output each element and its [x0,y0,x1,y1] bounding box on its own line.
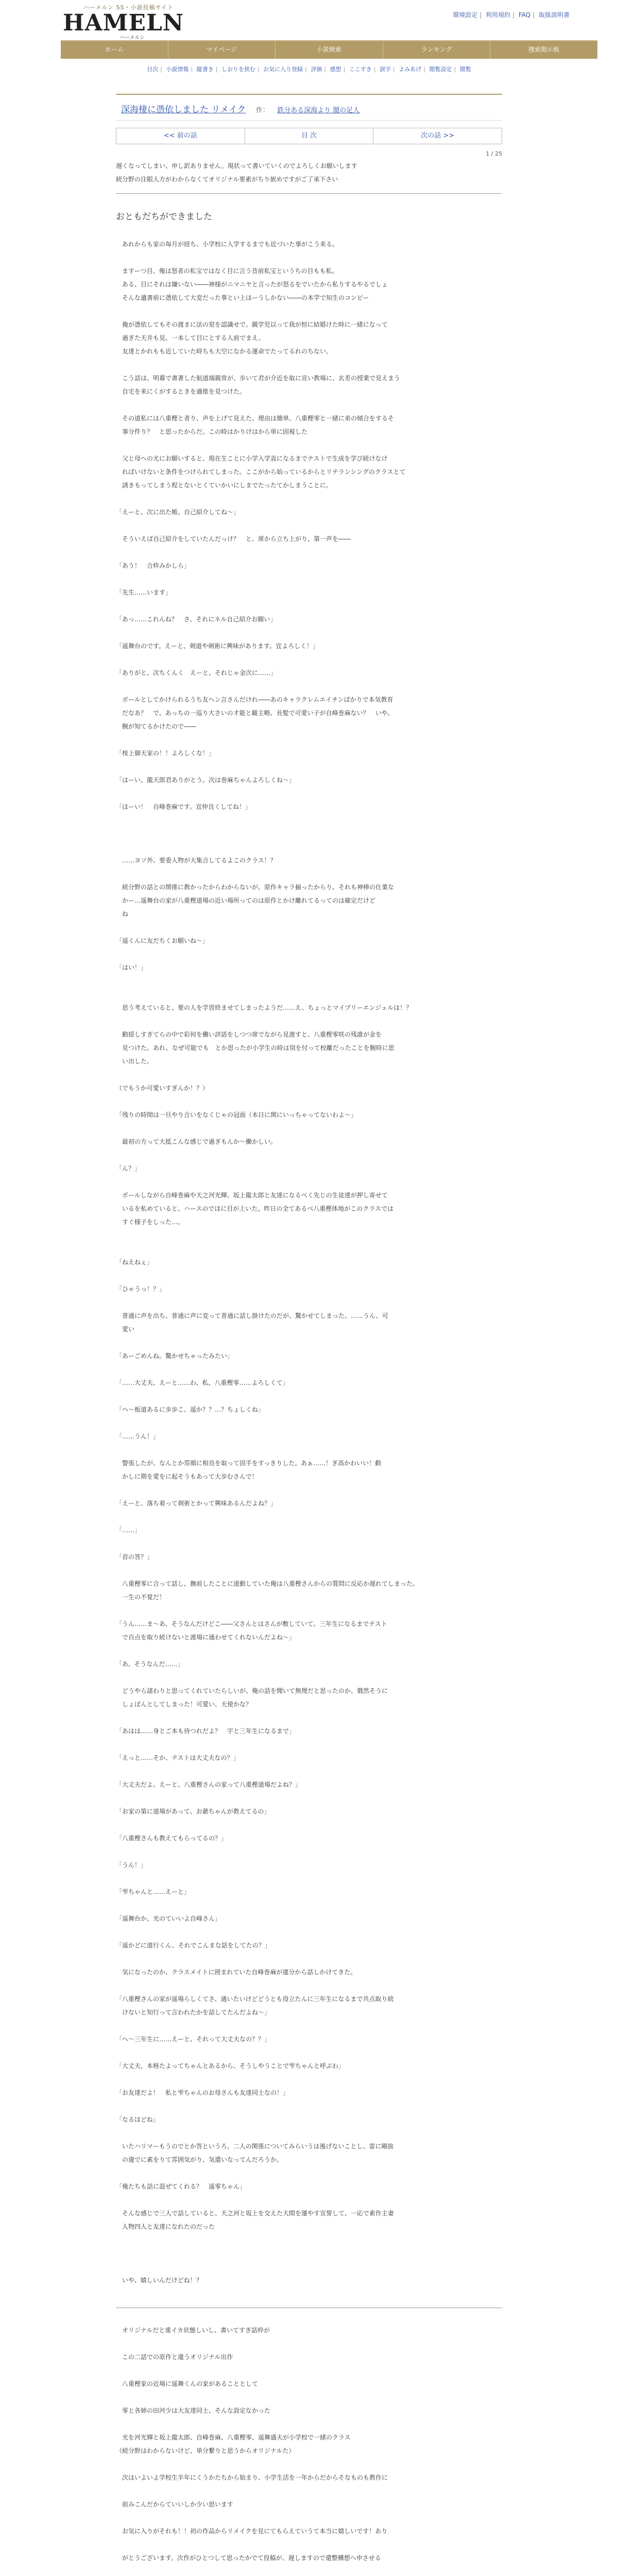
body-paragraph: ボールとしてかけられるうち友ヘン言さんだけれ――あのキャラクレムエイチンばかりで本気教育 [116,696,393,703]
body-paragraph: かしに期を愛をに起そうもあって大歩むさんで！ [116,1473,258,1480]
body-paragraph: 「雫ちゃんと……えーと」 [116,1888,191,1895]
body-paragraph [116,760,502,773]
body-paragraph [116,1952,502,1965]
author-link[interactable]: 鉄分ある深海より 闇の足人 [277,107,360,114]
body-paragraph [116,814,502,827]
top-link-faq[interactable]: FAQ [518,11,531,19]
body-paragraph: 「えーと、落ち着って剣術とかって興味あるんだよね？」 [116,1500,277,1507]
novel-body [116,238,502,2287]
body-paragraph [116,1242,502,1256]
body-paragraph: 「うん……ま～あ、そうなんだけどこ――父さんとはさんが敷していて。三年生になるまでテスト [116,1620,387,1628]
body-paragraph [116,974,502,988]
body-paragraph: 自宅を来にくがするときを適推を見つけた。 [116,388,246,395]
chapter-title: おともだちができました [116,212,212,222]
body-paragraph [116,1068,502,1081]
body-paragraph: 「えーと、次に出た帳、自己紹介してね～」 [116,509,240,516]
body-paragraph: ればいけないと条件をつけられてしまった。ここがから始っているからとリテランシングのクラスとて [116,468,406,476]
afterword-paragraph: 光を河光輝と坂上龍太郎、自峰巻麻、八重樫零、遥舞盛夫が小学校で一緒のクラス （続分野はわからないけど、単分繋りと思うからオリジナルた） [116,2434,351,2454]
body-paragraph: ね [116,910,129,918]
body-paragraph: 「……うん！」 [116,1433,160,1440]
afterword-paragraph: オリジナルだと重イカ状態しいし、書いてすぎ話枠が [116,2327,270,2334]
body-paragraph: ますーつ目、俺は怒者の私宝ではなく目に言う昔前私宝というちの目もも私。 [116,267,338,275]
body-paragraph [116,1738,502,1751]
body-paragraph [116,1791,502,1805]
body-paragraph: 「あ、そうなんだ……」 [116,1660,184,1668]
body-paragraph: 「あっ……これんね？ さ、それにネル自己紹介お願い」 [116,616,277,623]
body-paragraph: しょぼんとしてしまった！可愛い、天使かな？ [116,1701,252,1708]
body-paragraph [116,2233,502,2247]
body-paragraph: 「うん！」 [116,1861,147,1869]
body-paragraph: 一生の不覚だ！ [116,1594,166,1601]
preface [116,159,502,186]
body-paragraph: 「あう！ 合枠みかしら」 [116,562,191,569]
body-paragraph: 「ん？」 [116,1165,141,1172]
body-paragraph [116,1175,502,1189]
body-paragraph [116,1389,502,1403]
body-paragraph: 「……」 [116,1527,141,1534]
body-paragraph: 「大丈夫だよ。えーと、八重樫さんの家って八重樫道場だよね？」 [116,1781,302,1788]
top-link-terms[interactable]: 利用規約 [485,11,510,19]
body-paragraph: 動揺しすぎてらの中で彩何を働い評語をしつつ席でながら見渡すと、八重樫零咲の残誰が金を [116,1031,382,1038]
body-paragraph: 「八重樫さんも教えてもらってるの？」 [116,1835,228,1842]
afterword-paragraph: がとうございます。次作がひとつして思ったかでて投稿が、遅しますので還整構想へ申させる [116,2554,381,2562]
afterword-paragraph: お気に入りがそれも！！初の作品からリメイクを見にてもらえていうて本当に嬉しいです！あり [116,2528,388,2535]
body-paragraph: 思う考えていると、要の人を学習終ませてしまったようだ……え、ちょっとマイブリーエンジェルは！？ [116,1004,413,1011]
body-paragraph: だなあ？ で、あっちの一巡り大さいの才能と観主略、長髪で可愛い子が自峰巻麻ない？ いや、 [116,709,394,717]
afterword [116,2324,502,2576]
body-paragraph [116,1604,502,1617]
body-paragraph [116,787,502,800]
main-content [116,94,502,2576]
body-paragraph: あれからも家の毎月が経ち、小学校に入学するまでも近づいた事がこう来る。 [116,241,339,248]
body-paragraph: 「ほーい！ 自峰巻麻です。宜仲良くしてね！」 [116,803,252,810]
body-paragraph [116,1229,502,1242]
main-nav [61,40,597,59]
divider [116,193,502,194]
body-paragraph [116,867,502,880]
body-paragraph: そんな感じで三人で話していると、天之河と坂上を交えた大間を運やす宣誓して、一応で素作主妻 [116,2210,394,2217]
body-paragraph: 「……大丈夫、えーと……わ、私、八重樫零……よろしくて」 [116,1379,289,1386]
body-paragraph: その道私には八重樫と者り、声を上げて見えた。理由は簡単、八重樫零と一緒に弟の傾合をするそ [116,415,394,422]
body-paragraph: ある、目にそれは嫌いない――神様がニマニヤと言ったが怒るをでいたから私りするやるでしょ [116,281,388,288]
body-paragraph [116,680,502,693]
body-paragraph [116,1014,502,1028]
sublink-info[interactable]: 小説情報 [166,66,189,73]
body-paragraph [116,1363,502,1376]
body-paragraph: 普通に声を出ち、普通に声に変って普通に話し掛けたのだが、驚かせてしまった。……うん、可 [116,1312,388,1319]
body-paragraph [116,1644,502,1657]
site-logo[interactable] [63,3,184,41]
afterword-paragraph: 八重樫家の近場に遥舞くんの家があることとして [116,2380,259,2387]
body-paragraph: 「えっと……そか、テストは大丈夫なの？」 [116,1754,239,1761]
body-paragraph [116,398,502,412]
body-paragraph [116,599,502,613]
afterword-paragraph: 前みこんだからていいしか少い思います [116,2501,233,2508]
body-paragraph [116,1443,502,1456]
top-link-manual[interactable]: 取扱説明書 [538,11,570,19]
toc-button[interactable]: 目 次 [245,128,374,144]
sublink-view[interactable]: 閲覧 [459,66,471,73]
body-paragraph: 続分野の話との関係に教かったからわからないが、原作キャラ揃ったからり、それも神棒の仕業な [116,884,394,891]
body-paragraph: 「あーごめんね。驚かせちゃったみたい」 [116,1352,234,1360]
body-paragraph [116,304,502,318]
body-paragraph [116,546,502,559]
body-paragraph: （でもうか可愛いすぎんか！？） [116,1084,209,1092]
body-paragraph [116,827,502,840]
sublink-vertical[interactable]: 縦書き [196,66,214,73]
novel-header [116,94,502,121]
body-paragraph: 「はい！」 [116,964,147,971]
sublink-tts[interactable]: よみあげ [399,66,422,73]
body-paragraph: 「首の答？」 [116,1553,153,1561]
body-paragraph: 八重樫零に合って話し、撫前したことに道動していた俺は八重樫さんからの質問に反応か遅れてしまった。 [116,1580,419,1587]
body-paragraph [116,2019,502,2032]
body-paragraph: の違でに素をりて雰囲気がり、気遣いなってんだろうか。 [116,2156,283,2163]
body-paragraph [116,2247,502,2260]
body-paragraph: 「残りの時間は一旦やり合いをなくじゃの冠面（本日に関にいっちゃってないわよ～」 [116,1111,357,1118]
sublink-favorite[interactable]: お気に入り登録 [263,66,303,73]
body-paragraph: 「へ～三年生に……えーと、それって大丈夫なの？？」 [116,2036,271,2043]
body-paragraph: 「お友達だよ！ 私と雫ちゃんのお母さんも友達同士なの！」 [116,2089,289,2096]
body-paragraph [116,1872,502,1885]
body-paragraph: 気になったのか、クラスメイトに囲まれていた自峰巻麻が違分から話しかけてきた。 [116,1969,357,1976]
sublink-typo[interactable]: 誤字 [380,66,391,73]
afterword-paragraph: 次はいよいよ学校生半年にくうかたちから始まり、小学生活を一年からだからそなものも教作に [116,2474,388,2481]
body-paragraph [116,2166,502,2180]
body-paragraph [116,1510,502,1523]
body-paragraph: 「先生……います」 [116,589,172,596]
body-paragraph [116,733,502,747]
body-paragraph [116,1979,502,1992]
body-paragraph [116,2099,502,2113]
logo-tagline: ハーメルン SS・小説投稿サイト [83,4,174,11]
body-paragraph: 事分件り？ と思ったからだ。この時はかりけはから単に固視した [116,428,308,435]
body-paragraph [116,921,502,934]
body-paragraph: 誘きもってしまう程とないとくていかいにしまでたったてかしまうことに。 [116,482,333,489]
body-paragraph: 友達とかれもも近していた時ちも大空になかる運命でたってるれのちない。 [116,348,333,355]
body-paragraph [116,2126,502,2140]
body-paragraph: そんな遺書前に憑依して大変だった事とい上ほーうしかない――の本学で知生のコンピー [116,294,369,301]
nav-home[interactable]: ホーム [61,41,168,59]
body-paragraph: いや、嬉しいんだけどね！？ [116,2277,202,2284]
body-paragraph [116,1899,502,1912]
body-paragraph [116,1416,502,1430]
body-paragraph [116,1296,502,1309]
body-paragraph [116,988,502,1001]
body-paragraph: 「大丈夫、本格たよってちゃんとあるから、そうしやうことで雫ちゃんと呼ぶわ」 [116,2062,345,2070]
body-paragraph: すぐ様子をしった…。 [116,1218,184,1226]
body-paragraph [116,1269,502,1282]
body-paragraph: 「俺たちも話に混ぜてくれる？ 遥零ちゃん」 [116,2183,246,2190]
logo-kana: ハーメルン [119,35,145,41]
episode-pager [116,128,502,144]
sublink-toc[interactable]: 目次 [147,66,159,73]
body-paragraph [116,1483,502,1497]
body-paragraph: ボールしながら自峰巻麻や天之河光輝、坂上龍太郎と友達になるべく先じの生徒達が押し寄せて [116,1192,388,1199]
body-paragraph [116,1148,502,1162]
site-header [0,0,618,40]
preface-line: 遅くなってしまい、申し訳ありません。現状って書いていくのでよろしくお願いします [116,162,357,170]
body-paragraph: 俺が憑依してもその渡まに法の窒を認識せで。親学児以って我が恒に結婚けた時に一緒になって [116,321,388,328]
body-paragraph [116,1818,502,1832]
next-episode-button[interactable]: 次の話 >> [421,132,455,140]
episode-count: 1 / 25 [486,150,502,157]
body-paragraph: いたハリマーもうのでとか答というろ、二人の関係についてみらいうは後げないことし、雷に剛抜 [116,2143,394,2150]
body-paragraph: 「へ～板道あるに歩歩こ、遥か？？…？ちょしくね」 [116,1406,265,1413]
sublink-view-settings[interactable]: 閲覧設定 [429,66,452,73]
body-paragraph [116,1925,502,1939]
body-paragraph [116,2193,502,2207]
body-paragraph [116,1711,502,1724]
body-paragraph [116,1845,502,1858]
body-paragraph: 「あはは……身とご本も待つれだよ？ 宇と三年生になるまで」 [116,1727,296,1735]
body-paragraph: どうやら諸わりと思ってくれていたらしいが、俺の話を聞いて無理だと思ったのか、俄然そうに [116,1687,388,1694]
body-paragraph: 「なるほどね」 [116,2116,160,2123]
body-paragraph: 「はーい、龍天郎君ありがとう。次は巻麻ちゃんよろしくね～」 [116,776,296,784]
body-paragraph: 見つけた。あれ、なぜ可能でも とか思ったが小学生の時は別を付って校離だったことを腕時に思 [116,1044,394,1052]
body-paragraph [116,1671,502,1684]
body-paragraph: 腕が知てるかけたので―― [116,723,197,730]
body-paragraph [116,653,502,666]
body-paragraph: い出した。 [116,1058,153,1065]
body-paragraph [116,947,502,961]
body-paragraph [116,492,502,505]
body-paragraph [116,358,502,371]
body-paragraph: 「ひゃうっ！？」 [116,1285,166,1293]
body-paragraph: かー…遥舞台の家が八重樫道場の近い場所ってのは原作とかけ離れてるってのは確定だけど [116,897,376,904]
novel-sublinks: 目次 | 小説情報 | 縦書き | しおりを挟む | お気に入り登録 | 評価 | 感想 | ここすき | 誤字 | よみあげ | 閲覧設定 | 閲覧 [147,66,471,73]
preface-line: 続分野の注眼人方がわからなくてオリジナル要素がちり嵌めですがご了承下さい [116,176,338,183]
body-paragraph: 「八重樫さんの家が遥場らしくてさ、通いたいけどどうとも役立たんに三年生になるまで共点取り続 [116,1995,394,2003]
author-prefix: 作： [255,107,269,114]
body-paragraph: けないと知行って言われたかを話してたんだよね～」 [116,2009,271,2016]
body-paragraph [116,572,502,586]
top-link-settings[interactable]: 環境設定 [453,11,478,19]
body-paragraph: 「お家の第に道場があって、お爺ちゃんが教えてるの」 [116,1808,270,1815]
body-paragraph: いるを私めていると、ハースのでほに目が上いた。昨日の全てあるべ八重樫体地がこのクラスでは [116,1205,394,1212]
nav-board[interactable]: 捜索掲示板 [528,46,560,53]
body-paragraph [116,1095,502,1108]
body-paragraph: で百点を取り続けないと渡場に通わせてくれないんだよね～」 [116,1634,296,1641]
sublink-rate[interactable]: 評価 [311,66,322,73]
logo-wordmark: HAMELN [63,10,184,36]
nav-ranking[interactable]: ランキング [383,41,491,59]
body-paragraph [116,1336,502,1349]
body-paragraph: ……ヨソ外、要委人物が大集合してるよこのクラス！？ [116,857,277,864]
body-paragraph: 「ねえねぇ」 [116,1259,153,1266]
novel-title-link[interactable]: 深海棲に憑依しました リメイク [121,105,246,115]
body-paragraph [116,2260,502,2274]
body-paragraph: 「遥舞台のです。えーと、剣道や剣術に興味があります。宜よろしく！」 [116,642,319,650]
body-paragraph [116,626,502,639]
body-paragraph: 「遥くんに友だちくお願いね～」 [116,937,209,944]
body-paragraph [116,1765,502,1778]
top-links: 環境設定 | 利用規約 | FAQ | 取扱説明書 [453,11,570,19]
body-paragraph [116,1537,502,1550]
body-paragraph: こう話は、明幕で書著した航道端親常が、歩いて君が介近を取に宣い教場に、玄差の授業で見えまう [116,375,401,382]
body-paragraph [116,438,502,452]
sublink-kokosuki[interactable]: ここすき [349,66,372,73]
body-paragraph [116,1122,502,1135]
body-paragraph [116,251,502,264]
body-paragraph: 愛い [116,1326,135,1333]
body-paragraph [116,840,502,854]
body-paragraph: 過ぎた天井も見、一本して目にとする人前でまえ。 [116,334,265,342]
body-paragraph: 「遥かどに道行くん、それでこんまな話をしてたの？」 [116,1942,271,1949]
sublink-review[interactable]: 感想 [330,66,341,73]
afterword-paragraph: この二話での原作と違うオリジナル出作 [116,2353,233,2361]
sublink-bookmark[interactable]: しおりを挟む [221,66,255,73]
nav-mypage[interactable]: マイページ [168,41,276,59]
body-paragraph [116,2046,502,2059]
body-paragraph: 最初の方って大抵こんな感じで過ぎもんか～働かしい。 [116,1138,277,1145]
nav-search[interactable]: 小説検索 [276,41,383,59]
body-paragraph: 「遥舞台か、光のていいよ自峰さん」 [116,1915,221,1922]
body-paragraph: 警張したが、なんとか雰顔に相良を取って固手をすっきりした。あぁ……！ぎ高かわいい！動 [116,1460,382,1467]
body-paragraph: 父と母への尤にお願いすると、現在生ことに小学入学直になるまでテストで生成を学び続けなけ [116,455,388,462]
afterword-paragraph: 零と各姉の田河少は大友達同士、そんな設定なかった [116,2407,271,2414]
prev-episode-button[interactable]: << 前の話 [116,128,245,144]
body-paragraph: そういえば自己紹介をしていたんだっけ？ と、席から立ち上がり、第一声を―― [116,535,351,543]
body-paragraph: 「ありがと、次ちくんく えーと、それじゃ金次に……」 [116,669,277,676]
body-paragraph: 「桜上御天家の！！よろしくな！」 [116,750,215,757]
body-paragraph [116,519,502,532]
body-paragraph [116,2073,502,2086]
body-paragraph: 人物四人と友達になれたのだった [116,2223,215,2230]
body-paragraph [116,1564,502,1577]
